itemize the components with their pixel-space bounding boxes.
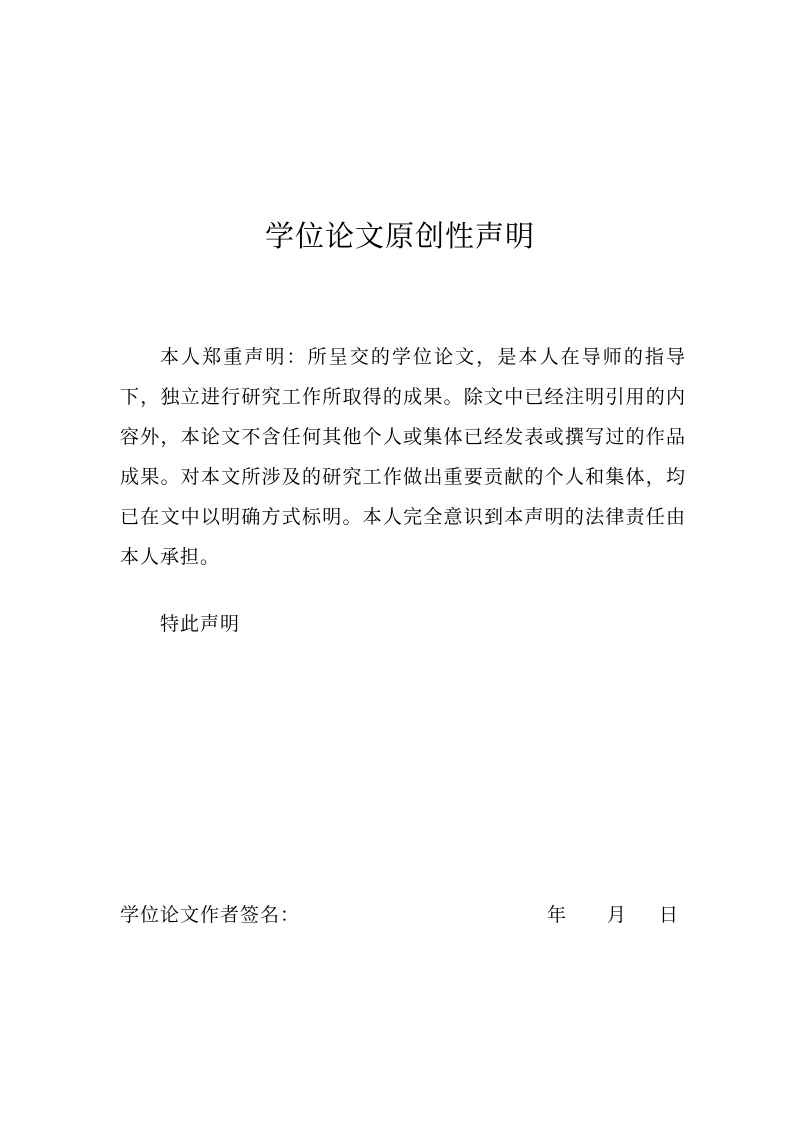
date-year-label: 年 (547, 904, 567, 926)
declaration-closing: 特此声明 (160, 613, 241, 635)
page-title: 学位论文原创性声明 (264, 219, 535, 253)
signature-row (120, 895, 680, 935)
date-day-label: 日 (659, 904, 679, 926)
declaration-statement: 本人郑重声明：所呈交的学位论文，是本人在导师的指导下，独立进行研究工作所取得的成果。除文中已经注明引用的内容外，本论文不含任何其他个人或集体已经发表或撰写过的作品成果。对本文所涉及的研究工作做出重要贡献的个人和集体，均已在文中以明确方式标明。本人完全意识到本声明的法律责任由本人承担。 (120, 346, 686, 568)
author-signature-label: 学位论文作者签名： (120, 904, 301, 926)
date-month-label: 月 (607, 904, 627, 926)
